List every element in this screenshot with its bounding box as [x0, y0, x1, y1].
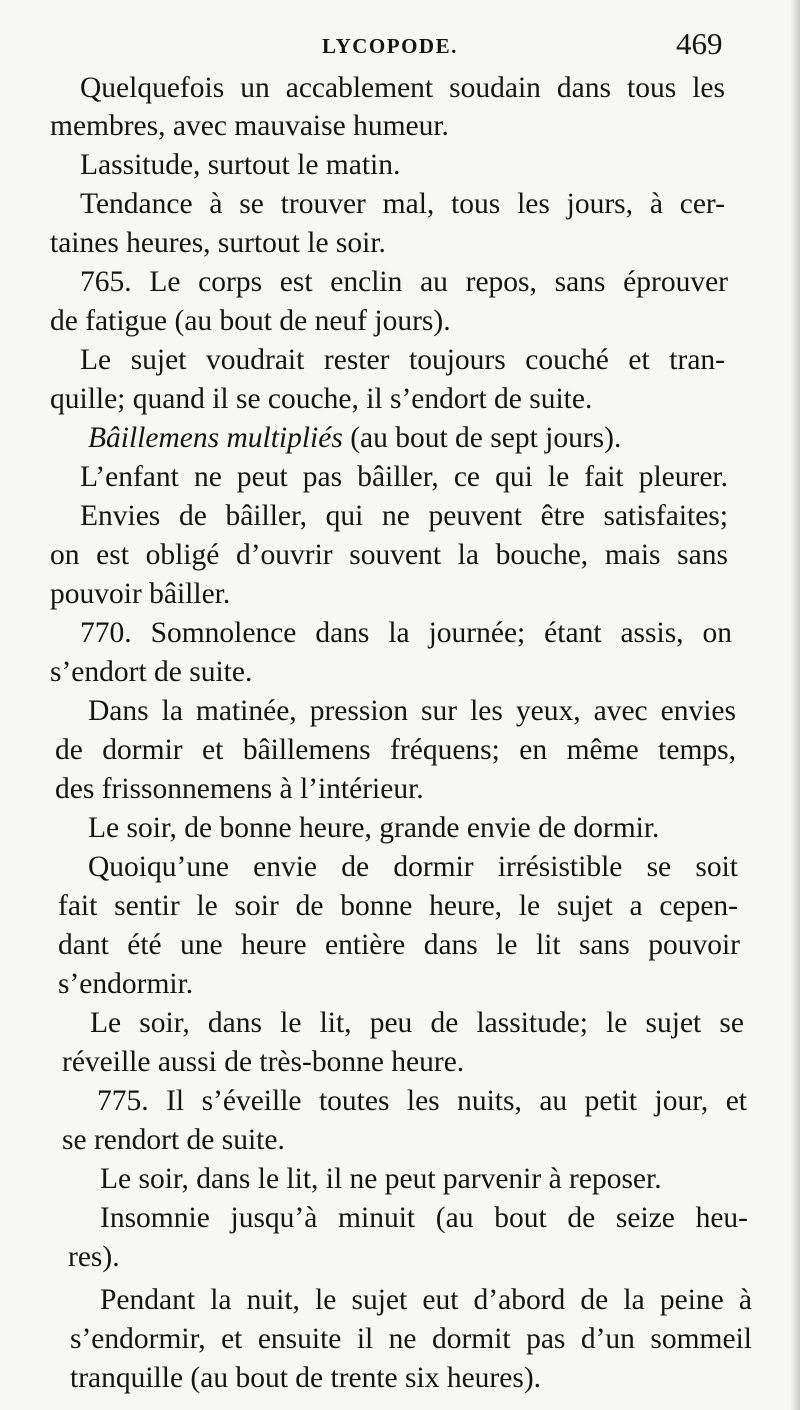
page-number: 469 — [676, 26, 723, 61]
text-span: (au bout de sept jours). — [342, 422, 622, 454]
text-line — [88, 420, 621, 456]
running-head: LYCOPODE. — [322, 34, 458, 58]
italic-phrase: Bâillemens multipliés — [88, 422, 343, 454]
text-line: Le sujet voudrait rester toujours couché et tran- — [80, 344, 725, 376]
text-line: Le soir, de bonne heure, grande envie de dormir. — [88, 812, 660, 844]
text-line: Pendant la nuit, le sujet eut d’abord de la peine à — [100, 1284, 752, 1316]
text-line: Le soir, dans le lit, peu de lassitude; le sujet se — [90, 1007, 744, 1039]
text-line: 775. Il s’éveille toutes les nuits, au petit jour, et — [97, 1085, 747, 1117]
text-line: 770. Somnolence dans la journée; étant assis, on — [80, 617, 732, 649]
text-line: réveille aussi de très-bonne heure. — [62, 1046, 465, 1078]
text-line: Quelquefois un accablement soudain dans tous les — [80, 72, 725, 104]
text-line: s’endormir. — [58, 968, 194, 1000]
text-line: Envies de bâiller, qui ne peuvent être satisfaites; — [80, 500, 728, 532]
text-line: de fatigue (au bout de neuf jours). — [50, 305, 451, 337]
text-line: L’enfant ne peut pas bâiller, ce qui le fait pleurer. — [80, 461, 728, 493]
text-line: fait sentir le soir de bonne heure, le sujet a cepen- — [58, 890, 738, 922]
text-line: s’endormir, et ensuite il ne dormit pas d’un sommeil — [70, 1323, 752, 1355]
text-line: res). — [68, 1241, 120, 1273]
text-line: Insomnie jusqu’à minuit (au bout de seize heu- — [100, 1202, 748, 1234]
text-line: quille; quand il se couche, il s’endort de suite. — [50, 383, 593, 415]
text-line: pouvoir bâiller. — [50, 578, 231, 610]
text-line: Dans la matinée, pression sur les yeux, avec envies — [88, 695, 736, 727]
text-line: 765. Le corps est enclin au repos, sans éprouver — [80, 266, 728, 298]
page-edge-shadow — [790, 0, 800, 1410]
text-line: Le soir, dans le lit, il ne peut parvenir à reposer. — [100, 1163, 662, 1195]
text-line: de dormir et bâillemens fréquens; en même temps, — [55, 734, 736, 766]
text-line: taines heures, surtout le soir. — [50, 227, 386, 259]
text-line: s’endort de suite. — [50, 656, 253, 688]
text-line: se rendort de suite. — [62, 1124, 285, 1156]
text-line: Quoiqu’une envie de dormir irrésistible se soit — [88, 851, 738, 883]
text-line: tranquille (au bout de trente six heures). — [70, 1362, 542, 1394]
text-line: on est obligé d’ouvrir souvent la bouche, mais sans — [50, 539, 728, 571]
text-line: dant été une heure entière dans le lit sans pouvoir — [58, 929, 740, 961]
text-line: membres, avec mauvaise humeur. — [50, 110, 449, 142]
page-header — [0, 26, 800, 66]
text-line: Tendance à se trouver mal, tous les jours, à cer- — [80, 188, 725, 220]
text-line: Lassitude, surtout le matin. — [80, 149, 401, 181]
text-line: des frissonnemens à l’intérieur. — [55, 773, 424, 805]
